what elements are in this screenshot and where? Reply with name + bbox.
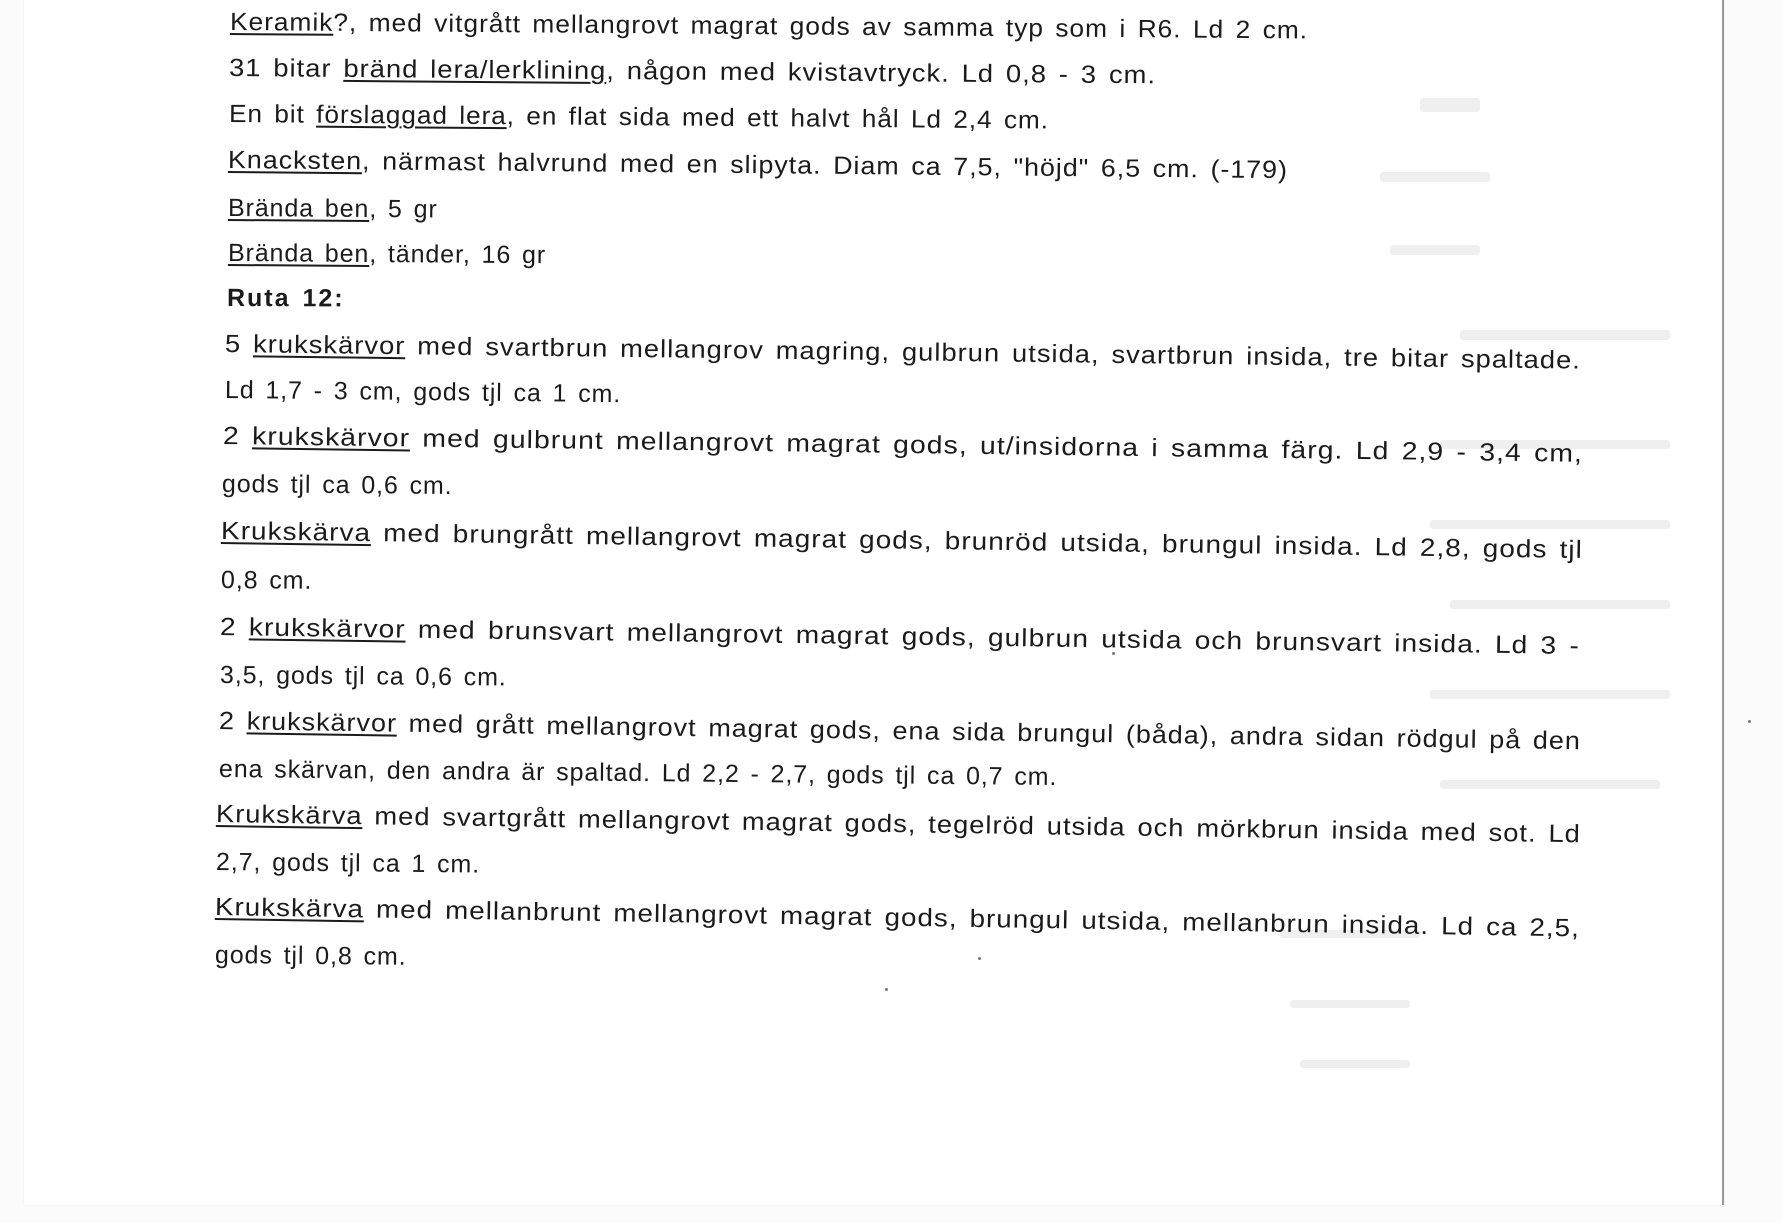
line-text: ena skärvan, den andra är spaltad. Ld 2,2 - 2,7, gods tjl ca 0,7 cm.	[218, 755, 1058, 792]
line-text: med brungrått mellangrovt magrat gods, brunröd utsida, brungul insida. Ld 2,8, gods tjl	[370, 519, 1584, 565]
text-line	[221, 566, 313, 596]
underlined-term: förslaggad lera	[316, 100, 507, 131]
line-text: 3,5, gods tjl ca 0,6 cm.	[219, 661, 507, 692]
underlined-term: Knacksten	[227, 146, 363, 176]
line-text: , en flat sida med ett halvt hål Ld 2,4 cm.	[506, 102, 1050, 135]
line-text: 0,8 cm.	[220, 566, 313, 595]
underlined-term: Krukskärva	[215, 800, 363, 831]
underlined-term: Keramik	[229, 8, 334, 37]
underlined-term: krukskärvor	[248, 613, 406, 644]
line-text: 2	[218, 707, 247, 736]
line-text: med svartbrun mellangrov magring, gulbrun utsida, svartbrun insida, tre bitar spaltade.	[405, 332, 1582, 375]
line-text: 5	[224, 330, 254, 359]
line-text: med brunsvart mellangrovt magrat gods, gulbrun utsida och brunsvart insida. Ld 3 -	[405, 615, 1581, 660]
line-text: gods tjl 0,8 cm.	[214, 941, 407, 971]
text-line	[220, 661, 507, 693]
line-text: , någon med kvistavtryck. Ld 0,8 - 3 cm.	[606, 56, 1157, 90]
text-line	[228, 194, 438, 224]
line-text: Ruta 12:	[226, 284, 345, 313]
text-line	[223, 422, 1583, 469]
text-line	[216, 800, 1581, 849]
text-line	[228, 146, 1288, 185]
text-line	[220, 613, 1580, 661]
text-line	[229, 54, 1156, 90]
section-heading	[227, 284, 345, 313]
line-text: 2	[222, 422, 253, 451]
line-text: med grått mellangrovt magrat gods, ena sida brungul (båda), andra sidan rödgul på den	[396, 709, 1582, 756]
underlined-term: krukskärvor	[251, 422, 411, 453]
line-text: med svartgrått mellangrovt magrat gods, tegelröd utsida och mörkbrun insida med sot. Ld	[362, 802, 1582, 849]
text-line	[221, 517, 1583, 565]
text-line	[229, 100, 1049, 135]
underlined-term: krukskärvor	[246, 707, 398, 738]
line-text: gods tjl ca 0,6 cm.	[221, 470, 453, 501]
text-line	[225, 330, 1581, 376]
line-text: Ld 1,7 - 3 cm, gods tjl ca 1 cm.	[224, 376, 622, 409]
underlined-term: Brända ben	[227, 194, 370, 223]
underlined-term: Krukskärva	[214, 893, 365, 924]
line-text: , närmast halvrund med en slipyta. Diam ca 7,5, "höjd" 6,5 cm. (-179)	[361, 147, 1289, 185]
line-text: ?, med vitgrått mellangrovt magrat gods av samma typ som i R6. Ld 2 cm.	[333, 8, 1309, 45]
underlined-term: Brända ben	[227, 239, 370, 268]
line-text: med gulbrunt mellangrovt magrat gods, ut/insidorna i samma färg. Ld 2,9 - 3,4 cm,	[409, 424, 1584, 468]
text-line	[219, 707, 1581, 756]
line-text: 2	[219, 613, 250, 642]
underlined-term: krukskärvor	[252, 330, 406, 361]
line-text: med mellanbrunt mellangrovt magrat gods, brungul utsida, mellanbrun insida. Ld ca 2,5,	[363, 895, 1581, 943]
text-line	[219, 755, 1058, 792]
underlined-term: bränd lera/lerklining	[343, 54, 607, 85]
text-line	[216, 848, 480, 880]
text-line	[228, 239, 546, 270]
text-line	[222, 470, 453, 501]
text-line	[215, 941, 407, 972]
text-line	[230, 8, 1308, 45]
line-text: 2,7, gods tjl ca 1 cm.	[215, 848, 481, 879]
underlined-term: Krukskärva	[220, 517, 372, 548]
text-line	[215, 893, 1580, 943]
line-text: , tänder, 16 gr	[369, 239, 547, 270]
line-text: , 5 gr	[369, 194, 438, 224]
line-text: En bit	[228, 100, 317, 129]
text-line	[225, 376, 622, 409]
line-text: 31 bitar	[228, 54, 344, 83]
